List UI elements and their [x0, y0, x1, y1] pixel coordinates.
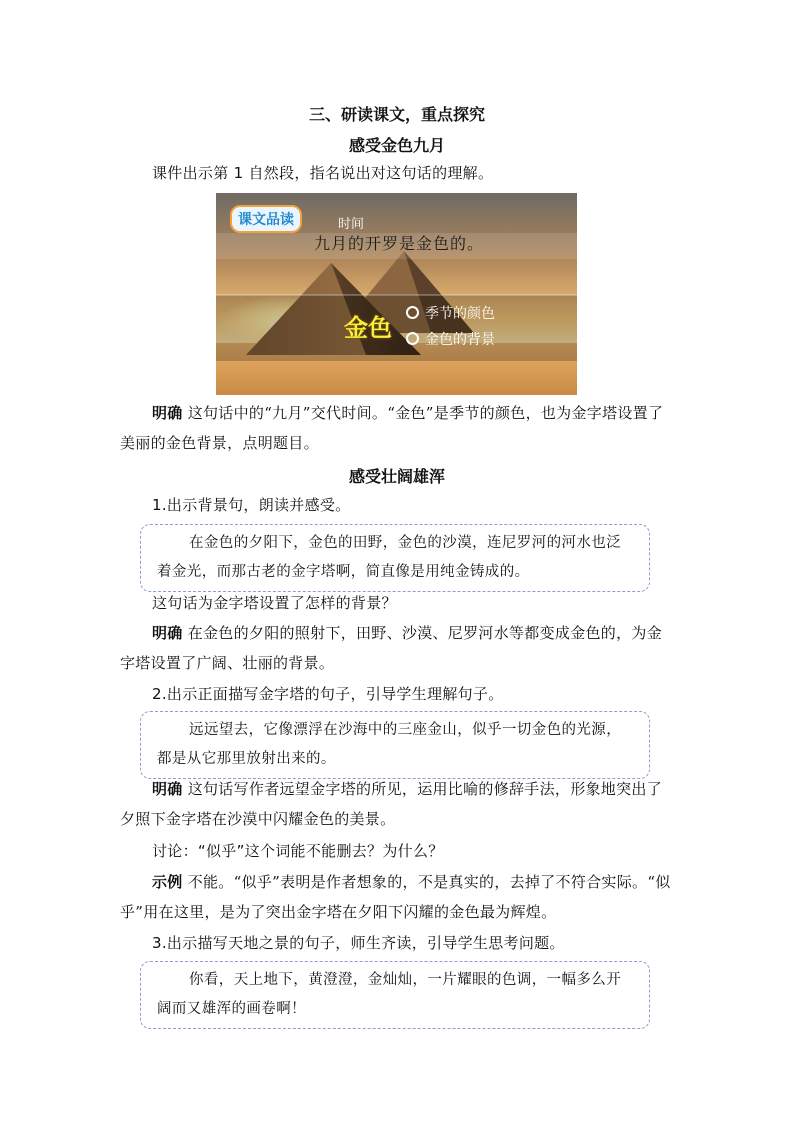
quote-text-1: 在金色的夕阳下，金色的田野，金色的沙漠，连尼罗河的河水也泛着金光，而那古老的金字塔啊，简直像是用纯金铸成的。 [157, 535, 622, 580]
step-1: 1.出示背景句，朗读并感受。 [152, 496, 351, 514]
clarify-text-3: 这句话写作者远望金字塔的所见，运用比喻的修辞手法，形象地突出了夕照下金字塔在沙漠中闪耀金色的美景。 [120, 780, 662, 828]
clarify-paragraph-1 [120, 398, 675, 458]
illustration-sentence: 九月的开罗是金色的。 [314, 234, 485, 253]
section-title: 三、研读课文，重点探究 [308, 105, 485, 124]
discussion: 讨论：“似乎”这个词能不能删去？为什么？ [152, 842, 444, 860]
subheading-golden-september: 感受金色九月 [348, 136, 445, 155]
clarify-label: 明确 [152, 780, 183, 798]
option-season-color: 季节的颜色 [406, 303, 495, 323]
quote-text-2: 远远望去，它像漂浮在沙海中的三座金山，似乎一切金色的光源，都是从它那里放射出来的。 [157, 722, 622, 767]
clarify-paragraph-3 [120, 774, 675, 834]
clarify-text-1: 这句话中的“九月”交代时间。“金色”是季节的颜色，也为金字塔设置了美丽的金色背景，点明题目。 [120, 404, 664, 452]
quote-text-3: 你看，天上地下，黄澄澄，金灿灿，一片耀眼的色调，一幅多么开阔而又雄浑的画卷啊！ [157, 972, 622, 1017]
quote-box-1 [140, 524, 650, 592]
quote-box-3 [140, 961, 650, 1029]
example-text: 不能。“似乎”表明是作者想象的，不是真实的，去掉了不符合实际。“似乎”用在这里，是为了突出金字塔在夕阳下闪耀的金色最为辉煌。 [120, 873, 671, 921]
badge-label: 课文品读 [238, 212, 294, 228]
step-2: 2.出示正面描写金字塔的句子，引导学生理解句子。 [152, 685, 504, 703]
clarify-label: 明确 [152, 404, 183, 422]
example-paragraph [120, 867, 675, 927]
golden-word: 金色 [344, 313, 392, 342]
example-label: 示例 [152, 873, 183, 891]
clarify-paragraph-2 [120, 618, 675, 678]
lesson-reading-badge [230, 205, 302, 233]
question-1: 这句话为金字塔设置了怎样的背景？ [152, 594, 397, 612]
clarify-label: 明确 [152, 624, 183, 642]
step-3: 3.出示描写天地之景的句子，师生齐读，引导学生思考问题。 [152, 934, 565, 952]
circle-bullet-icon [406, 332, 419, 345]
intro-paragraph: 课件出示第 1 自然段，指名说出对这句话的理解。 [152, 164, 494, 182]
clarify-text-2: 在金色的夕阳的照射下，田野、沙漠、尼罗河水等都变成金色的，为金字塔设置了广阔、壮丽的背景。 [120, 624, 662, 672]
option-golden-background: 金色的背景 [406, 329, 495, 349]
pyramid-illustration [216, 193, 577, 395]
circle-bullet-icon [406, 306, 419, 319]
time-label: 时间 [338, 217, 365, 232]
subheading-magnificent: 感受壮阔雄浑 [348, 467, 445, 486]
quote-box-2 [140, 711, 650, 779]
